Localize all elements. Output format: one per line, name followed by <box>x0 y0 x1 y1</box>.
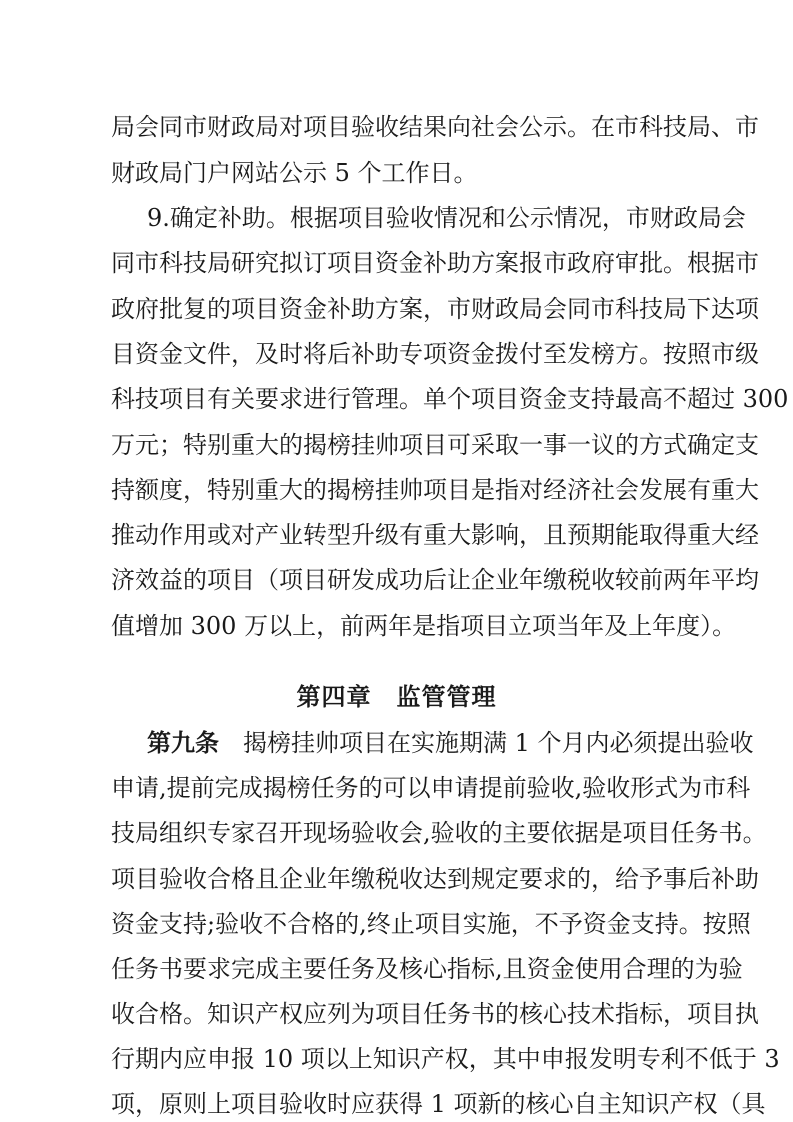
text-line: 科技项目有关要求进行管理。单个项目资金支持最高不超过 300 <box>111 385 789 413</box>
text-line: 9.确定补助。根据项目验收情况和公示情况，市财政局会 <box>147 204 746 232</box>
text-line: 持额度，特别重大的揭榜挂帅项目是指对经济社会发展有重大 <box>111 476 759 504</box>
text-line: 济效益的项目（项目研发成功后让企业年缴税收较前两年平均 <box>111 566 759 594</box>
text-line: 万元；特别重大的揭榜挂帅项目可采取一事一议的方式确定支 <box>111 431 759 459</box>
text-line: 值增加 300 万以上，前两年是指项目立项当年及上年度）。 <box>111 612 737 640</box>
article-text: 揭榜挂帅项目在实施期满 1 个月内必须提出验收 <box>219 729 754 757</box>
text-line: 目资金文件，及时将后补助专项资金拨付至发榜方。按照市级 <box>111 340 759 368</box>
text-line: 财政局门户网站公示 5 个工作日。 <box>111 159 478 187</box>
text-line: 局会同市财政局对项目验收结果向社会公示。在市科技局、市 <box>111 113 759 141</box>
text-line: 项目验收合格且企业年缴税收达到规定要求的，给予事后补助 <box>111 865 759 893</box>
text-line: 技局组织专家召开现场验收会,验收的主要依据是项目任务书。 <box>111 819 767 847</box>
article-first-line <box>147 728 754 758</box>
text-line: 收合格。知识产权应列为项目任务书的核心技术指标，项目执 <box>111 1000 759 1028</box>
text-line: 政府批复的项目资金补助方案，市财政局会同市科技局下达项 <box>111 295 759 323</box>
text-line: 申请,提前完成揭榜任务的可以申请提前验收,验收形式为市科 <box>111 774 751 802</box>
text-line: 项，原则上项目验收时应获得 1 项新的核心自主知识产权（具 <box>111 1090 766 1118</box>
article-number: 第九条 <box>147 729 219 757</box>
text-line: 同市科技局研究拟订项目资金补助方案报市政府审批。根据市 <box>111 249 759 277</box>
chapter-heading: 第四章 监管管理 <box>296 683 497 711</box>
text-line: 任务书要求完成主要任务及核心指标,且资金使用合理的为验 <box>111 955 743 983</box>
text-line: 行期内应申报 10 项以上知识产权，其中申报发明专利不低于 3 <box>111 1045 780 1073</box>
text-line: 推动作用或对产业转型升级有重大影响，且预期能取得重大经 <box>111 521 759 549</box>
text-line: 资金支持;验收不合格的,终止项目实施，不予资金支持。按照 <box>111 910 751 938</box>
